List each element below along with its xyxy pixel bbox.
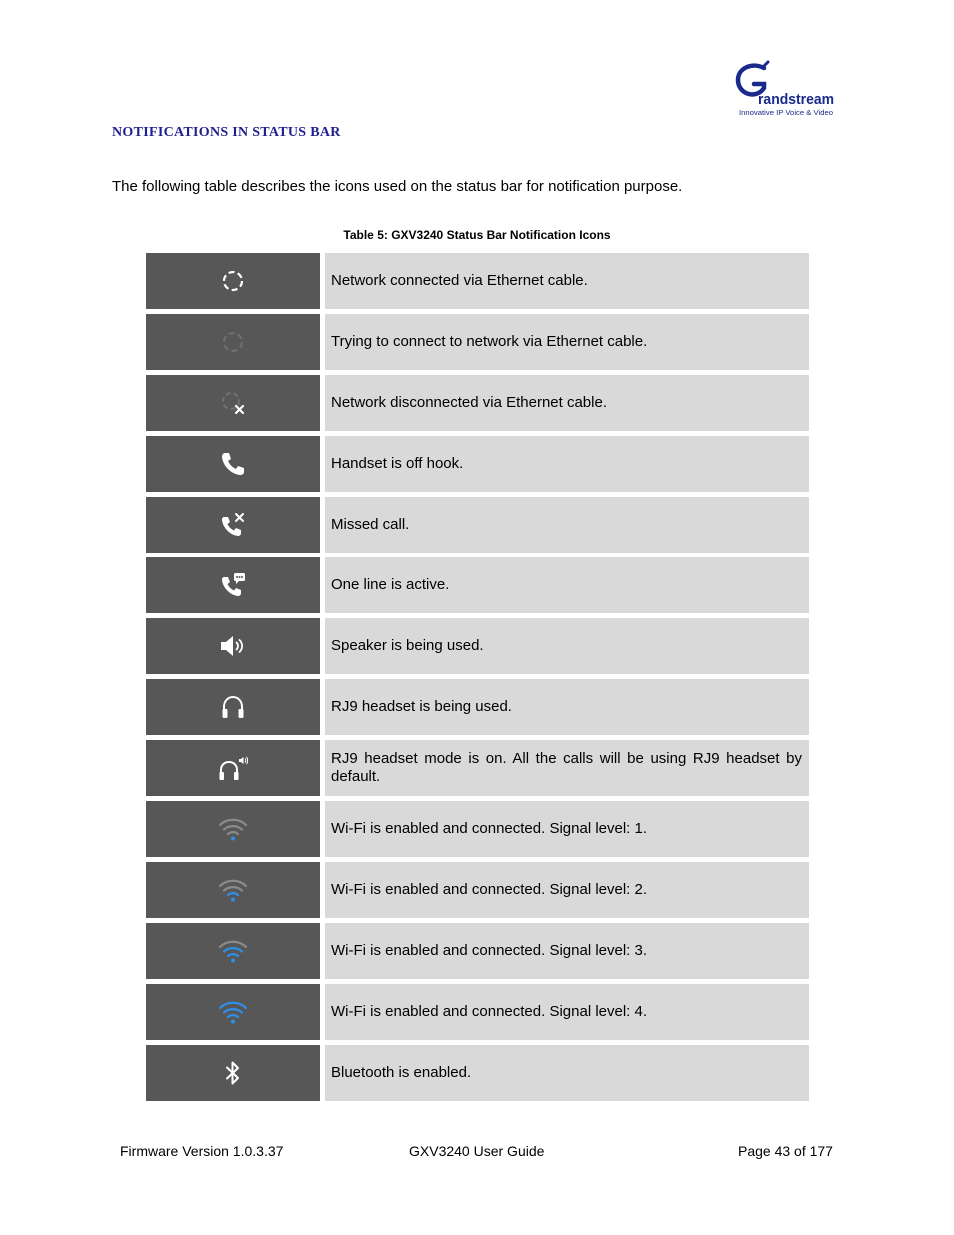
footer-firmware-version: Firmware Version 1.0.3.37 [120,1143,284,1159]
missed-call-icon [219,511,247,539]
grandstream-logo-icon [734,60,836,118]
ethernet-disconnected-icon [219,389,247,417]
table-row [146,984,809,1040]
line-active-icon [219,571,247,599]
table-row [146,436,809,492]
notification-icons-table [146,253,809,1105]
description-cell [325,557,809,613]
description-cell [325,1045,809,1101]
table-row [146,314,809,370]
description-cell [325,436,809,492]
description-text: One line is active. [331,576,450,594]
icon-cell [146,923,320,979]
section-title: NOTIFICATIONS IN STATUS BAR [112,125,341,140]
icon-cell [146,801,320,857]
description-cell [325,740,809,796]
table-row [146,253,809,309]
headset-mode-icon [217,754,249,782]
icon-cell [146,314,320,370]
description-text: Handset is off hook. [331,454,464,472]
table-row [146,375,809,431]
icon-cell [146,557,320,613]
icon-cell [146,679,320,735]
table-row [146,1045,809,1101]
wifi-level-3-icon [218,937,248,965]
description-text: Wi-Fi is enabled and connected. Signal level: 1. [331,820,648,838]
table-row [146,801,809,857]
icon-cell [146,862,320,918]
description-cell [325,253,809,309]
table-row [146,497,809,553]
description-text: Missed call. [331,515,410,533]
description-cell [325,375,809,431]
table-row [146,618,809,674]
table-row [146,923,809,979]
table-row [146,862,809,918]
icon-cell [146,984,320,1040]
icon-cell [146,740,320,796]
description-cell [325,618,809,674]
description-text: RJ9 headset is being used. [331,698,512,716]
wifi-level-4-icon [218,998,248,1026]
description-text: Wi-Fi is enabled and connected. Signal level: 3. [331,941,648,959]
icon-cell [146,1045,320,1101]
icon-cell [146,375,320,431]
description-text: Trying to connect to network via Ethernet cable. [331,332,648,350]
table-row [146,679,809,735]
description-cell [325,497,809,553]
icon-cell [146,497,320,553]
logo-tagline: Innovative IP Voice & Video [739,110,834,117]
wifi-level-1-icon [218,815,248,843]
handset-off-hook-icon [219,450,247,478]
description-cell [325,679,809,735]
description-text: Bluetooth is enabled. [331,1063,472,1081]
description-text: Wi-Fi is enabled and connected. Signal level: 2. [331,880,648,898]
table-caption: Table 5: GXV3240 Status Bar Notification Icons [343,228,611,242]
intro-paragraph: The following table describes the icons used on the status bar for notification purpose. [112,178,683,195]
grandstream-logo [734,60,836,118]
logo-word: randstream [758,91,834,108]
footer-page-number: Page 43 of 177 [738,1143,833,1159]
speaker-icon [218,632,248,660]
table-row [146,740,809,796]
description-text: Speaker is being used. [331,637,484,655]
table-row [146,557,809,613]
bluetooth-icon [219,1059,247,1087]
footer-guide-title: GXV3240 User Guide [409,1143,545,1159]
icon-cell [146,618,320,674]
description-text: Network disconnected via Ethernet cable. [331,393,607,411]
description-cell [325,923,809,979]
icon-cell [146,253,320,309]
ethernet-connected-icon [219,267,247,295]
description-cell [325,801,809,857]
wifi-level-2-icon [218,876,248,904]
description-cell [325,862,809,918]
icon-cell [146,436,320,492]
description-text: Wi-Fi is enabled and connected. Signal level: 4. [331,1002,648,1020]
description-text: Network connected via Ethernet cable. [331,272,588,289]
description-text: RJ9 headset mode is on. All the calls will be using RJ9 headset by default. [331,750,802,786]
description-cell [325,984,809,1040]
headset-icon [219,693,247,721]
description-cell [325,314,809,370]
ethernet-connecting-icon [219,328,247,356]
